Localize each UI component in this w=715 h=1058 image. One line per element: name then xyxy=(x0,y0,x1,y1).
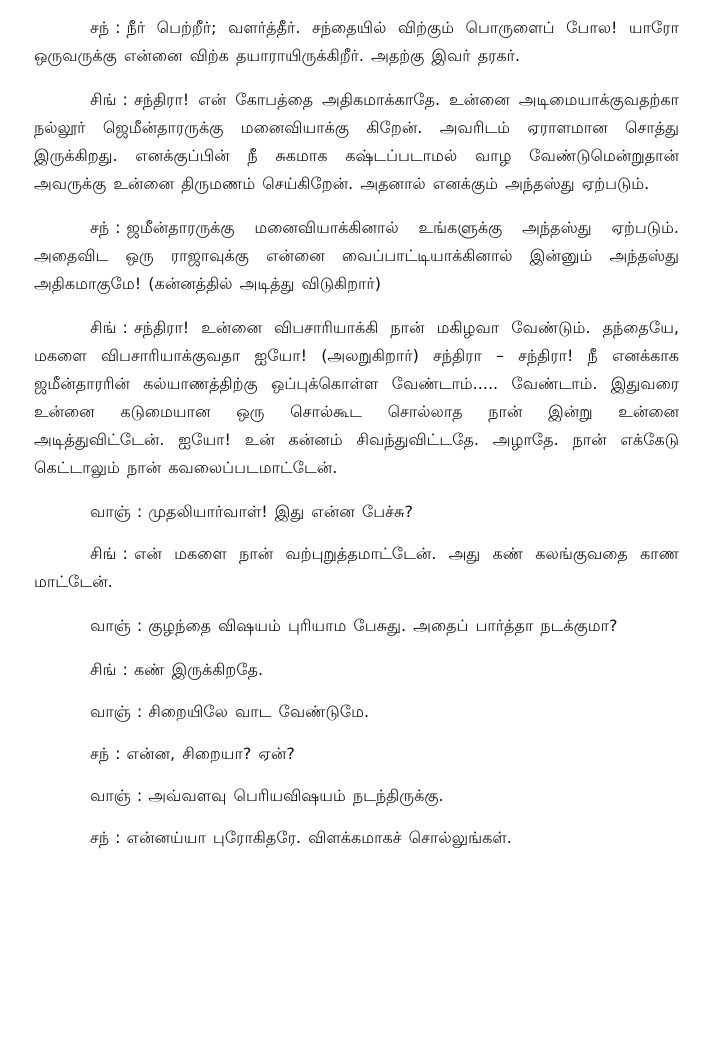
speaker-name: சந் xyxy=(90,828,110,847)
dialogue-text: நீர் பெற்றீர்; வளர்த்தீர். சந்தையில் விற்கும் பொருளைப் போல! யாரோ ஒருவருக்கு என்னை விற்க தயாராயிருக்கிறீர். அதற்கு இவர் தரகர். xyxy=(34,18,679,65)
speaker-name: சந் xyxy=(90,18,110,37)
speaker-name: வாஞ் xyxy=(90,702,131,721)
dialogue-paragraph xyxy=(34,740,679,768)
speaker-separator: : xyxy=(115,18,121,37)
speaker-name: சிங் xyxy=(90,660,117,679)
dialogue-text: ஜமீன்தாரருக்கு மனைவியாக்கினால் உங்களுக்கு அந்தஸ்து ஏற்படும். அதைவிட ஒரு ராஜாவுக்கு என்னை வைப்பாட்டியாக்கினால் இன்னும் அந்தஸ்து அதிகமாகுமே! (கன்னத்தில் அடித்து விடுகிறார்) xyxy=(34,218,679,293)
speaker-separator: : xyxy=(136,786,143,805)
speaker-name: வாஞ் xyxy=(90,616,131,635)
speaker-separator: : xyxy=(122,660,128,679)
speaker-name: வாஞ் xyxy=(90,502,131,521)
speaker-name: சிங் xyxy=(90,318,117,337)
dialogue-paragraph xyxy=(34,86,679,198)
dialogue-paragraph xyxy=(34,214,679,298)
speaker-separator: : xyxy=(136,616,143,635)
dialogue-text: என்ன, சிறையா? ஏன்? xyxy=(126,744,295,763)
dialogue-paragraph xyxy=(34,314,679,482)
dialogue-paragraph xyxy=(34,656,679,684)
speaker-name: சிங் xyxy=(90,544,117,563)
speaker-name: சிங் xyxy=(90,90,117,109)
speaker-separator: : xyxy=(115,828,121,847)
dialogue-paragraph xyxy=(34,612,679,640)
dialogue-paragraph xyxy=(34,782,679,810)
dialogue-text: சிறையிலே வாட வேண்டுமே. xyxy=(148,702,370,721)
dialogue-paragraph xyxy=(34,540,679,596)
dialogue-text: சந்திரா! என் கோபத்தை அதிகமாக்காதே. உன்னை அடிமையாக்குவதற்கா நல்லூர் ஜெமீன்தாரருக்கு மனைவியாக்கு கிறேன். அவரிடம் ஏராளமான சொத்து இருக்கிறது. எனக்குப்பின் நீ சுகமாக கஷ்டப்படாமல் வாழ வேண்டுமென்றுதான் அவருக்கு உன்னை திருமணம் செய்கிறேன். அதனால் எனக்கும் அந்தஸ்து ஏற்படும். xyxy=(34,90,679,193)
dialogue-text: சந்திரா! உன்னை விபசாரியாக்கி நான் மகிழவா வேண்டும். தந்தையே, மகளை விபசாரியாக்குவதா ஐயோ! (அலறுகிறார்) சந்திரா – சந்திரா! நீ எனக்காக ஜமீன்தாரரின் கல்யாணத்திற்கு ஒப்புக்கொள்ள வேண்டாம்..... வேண்டாம். இதுவரை உன்னை கடுமையான ஒரு சொல்கூட சொல்லாத நான் இன்று உன்னை அடித்துவிட்டேன். ஐயோ! உன் கன்னம் சிவந்துவிட்டதே. அழாதே. நான் எக்கேடு கெட்டாலும் நான் கவலைப்படமாட்டேன். xyxy=(34,318,679,477)
speaker-separator: : xyxy=(122,318,128,337)
dialogue-text: குழந்தை விஷயம் புரியாம பேசுது. அதைப் பார்த்தா நடக்குமா? xyxy=(148,616,618,635)
dialogue-paragraph xyxy=(34,698,679,726)
speaker-name: சந் xyxy=(90,744,110,763)
speaker-name: வாஞ் xyxy=(90,786,131,805)
speaker-separator: : xyxy=(115,744,121,763)
dialogue-text: என் மகளை நான் வற்புறுத்தமாட்டேன். அது கண் கலங்குவதை காண மாட்டேன். xyxy=(34,544,679,591)
speaker-separator: : xyxy=(136,702,143,721)
speaker-separator: : xyxy=(136,502,143,521)
speaker-name: சந் xyxy=(90,218,110,237)
dialogue-text: அவ்வளவு பெரியவிஷயம் நடந்திருக்கு. xyxy=(148,786,444,805)
dialogue-paragraph xyxy=(34,498,679,526)
dialogue-paragraph xyxy=(34,14,679,70)
speaker-separator: : xyxy=(122,90,128,109)
speaker-separator: : xyxy=(115,218,121,237)
dialogue-text: என்னய்யா புரோகிதரே. விளக்கமாகச் சொல்லுங்கள். xyxy=(126,828,512,847)
dialogue-paragraph xyxy=(34,824,679,852)
dialogue-text: கண் இருக்கிறதே. xyxy=(133,660,264,679)
dialogue-text: முதலியார்வாள்! இது என்ன பேச்சு? xyxy=(148,502,413,521)
speaker-separator: : xyxy=(122,544,128,563)
